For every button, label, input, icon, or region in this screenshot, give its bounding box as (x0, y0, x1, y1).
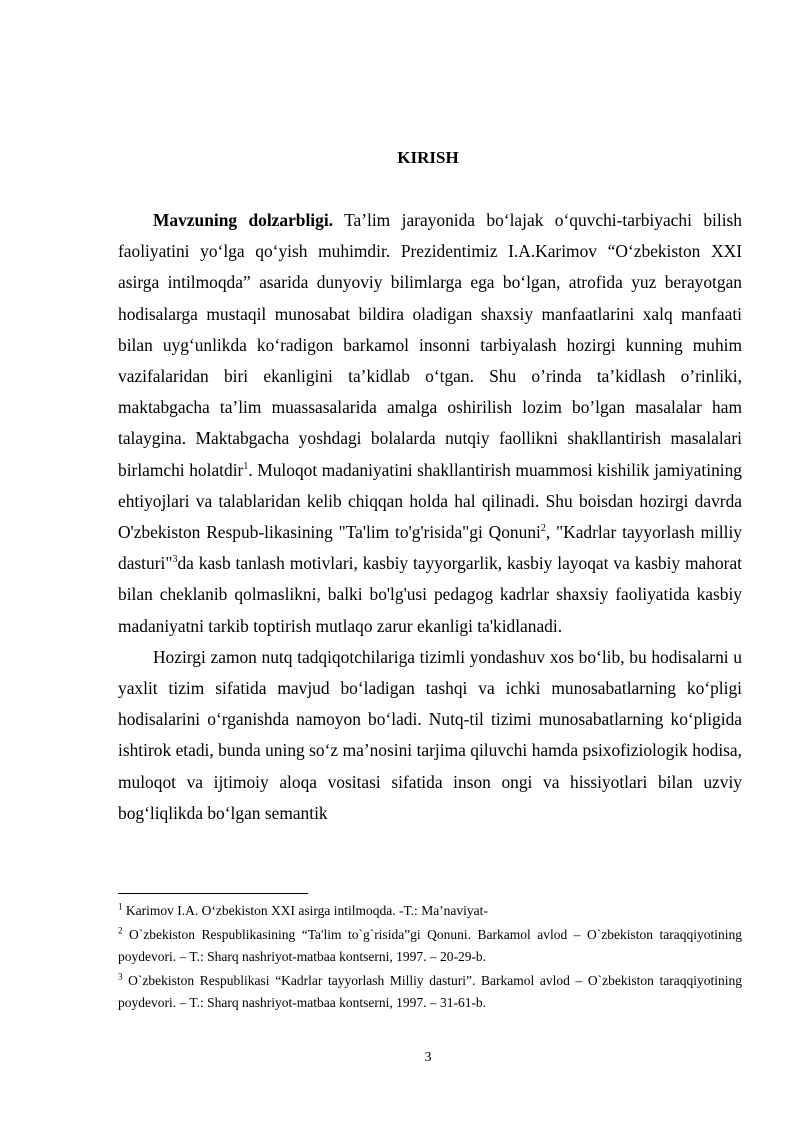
footnote-1 (118, 900, 742, 922)
footnote-ref-2: 2 (540, 523, 546, 535)
footnote-2 (118, 924, 742, 968)
footnote-text: O`zbekiston Respublikasi “Kadrlar tayyorlash Milliy dasturi”. Barkamol avlod – O`zbekiston taraqqiyotining poydevori. – T.: Sharq nashriyot-matbaa kontserni, 1997. – 31-61-b. (118, 973, 742, 1010)
footnote-mark: 2 (118, 925, 123, 936)
paragraph-text: da kasb tanlash motivlari, kasbiy tayyorgarlik, kasbiy layoqat va kasbiy mahorat bilan cheklanib qolmaslikni, balki bo'lg'usi pedagog kadrlar shaxsiy faoliyatida kasbiy madaniyatni tarkib toptirish mutlaqo zarur ekanligi ta'kidlanadi. (118, 553, 742, 636)
page-title: KIRISH (397, 148, 459, 167)
footnote-ref-1: 1 (243, 460, 249, 472)
footnote-3 (118, 970, 742, 1014)
paragraph-text: , "Kadrlar tayyorlash milliy dasturi" (118, 522, 742, 574)
footnote-separator (118, 893, 308, 894)
paragraph-text: . Muloqot madaniyatini shakllantirish muammosi kishilik jamiyatining ehtiyojlari va talablaridan kelib chiqqan holda hal qilinadi. Shu boisdan hozirgi davrda O'zbekiston Respub-likasining "Ta'lim to'g'risida"gi Qonuni (118, 459, 742, 543)
paragraph-2: Hozirgi zamon nutq tadqiqotchilariga tizimli yondashuv xos bo‘lib, bu hodisalarni u yaxlit tizim sifatida mavjud bo‘ladigan tashqi va ichki munosabatlarning ko‘pligi hodisalarini o‘rganishda namoyon bo‘ladi. Nutq-til tizimi munosabatlarning ko‘pligida ishtirok etadi, bunda uning so‘z ma’nosini tarjima qiluvchi hamda psixofiziologik hodisa, muloqot va ijtimoiy aloqa vositasi sifatida inson ongi va hissiyotlari bilan uzviy bog‘liqlikda bo‘lgan semantik (118, 646, 742, 823)
footnote-ref-3: 3 (172, 554, 178, 566)
footnote-text: Karimov I.A. O‘zbekiston XXI asirga intilmoqda. -T.: Ma’naviyat- (122, 903, 488, 918)
footnote-mark: 1 (118, 901, 123, 912)
paragraph-1 (118, 205, 742, 642)
paragraph-text: Ta’lim jarayonida bo‘lajak o‘quvchi-tarbiyachi bilish faoliyatini yo‘lga qo‘yish muhimdir. Prezidentimiz I.A.Karimov “O‘zbekiston XXI asirga intilmoqda” asarida dunyoviy bilimlarga ega bo‘lgan, atrofida yuz berayotgan hodisalarga mustaqil munosabat bildira oladigan shaxsiy manfaatlarini xalq manfaati bilan uyg‘unlikda ko‘radigon barkamol insonni tarbiyalash hozirgi kunning muhim vazifalaridan biri ekanligini ta’kidlab o‘tgan. Shu o’rinda ta’kidlash o’rinliki, maktabgacha ta’lim muassasalarida amalga oshirilish lozim bo’lgan masalalar ham talaygina. Maktabgacha yoshdagi bolalarda nutqiy faollikni shakllantirish masalalari birlamchi holatdir (118, 210, 742, 480)
footnote-text: O`zbekiston Respublikasining “Ta'lim to`g`risida”gi Qonuni. Barkamol avlod – O`zbekiston taraqqiyotining poydevori. – T.: Sharq nashriyot-matbaa kontserni, 1997. – 20-29-b. (118, 927, 742, 964)
page-number: 3 (424, 1050, 432, 1065)
paragraph-heading: Mavzuning dolzarbligi. (153, 210, 334, 230)
body-text (118, 205, 742, 829)
footnotes (118, 900, 742, 1016)
footnote-mark: 3 (118, 971, 123, 982)
